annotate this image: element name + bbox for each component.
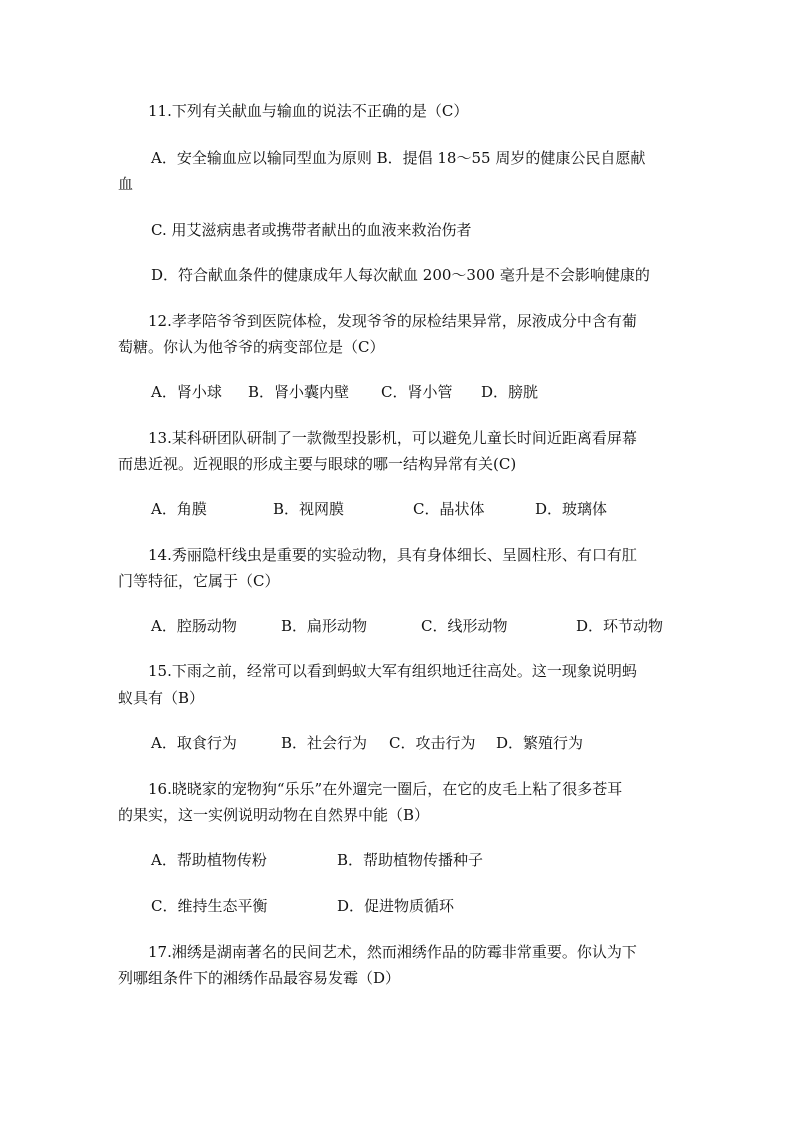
option-b: B．肾小囊内壁 bbox=[248, 383, 350, 401]
question-stem: 12.孝孝陪爷爷到医院体检，发现爷爷的尿检结果异常，尿液成分中含有葡 bbox=[148, 312, 637, 330]
option-d: D．膀胱 bbox=[481, 383, 539, 401]
option-b: B．帮助植物传播种子 bbox=[337, 851, 484, 869]
option-a: A．取食行为 bbox=[151, 734, 237, 752]
option-d: D．环节动物 bbox=[576, 617, 664, 635]
option-c: C．肾小管 bbox=[381, 383, 453, 401]
option-c: C．攻击行为 bbox=[389, 734, 476, 752]
question-stem: 17.湘绣是湖南著名的民间艺术，然而湘绣作品的防霉非常重要。你认为下 bbox=[148, 943, 637, 961]
question-stem: 15.下雨之前，经常可以看到蚂蚁大军有组织地迁往高处。这一现象说明蚂 bbox=[148, 662, 637, 680]
option-a: A．肾小球 bbox=[151, 383, 222, 401]
option-b: B．社会行为 bbox=[281, 734, 368, 752]
option-a: A．角膜 bbox=[151, 500, 207, 518]
option-d: D．促进物质循环 bbox=[337, 897, 455, 915]
option-a: A．腔肠动物 bbox=[151, 617, 237, 635]
option-c: C．线形动物 bbox=[421, 617, 508, 635]
question-stem: 11.下列有关献血与输血的说法不正确的是（C） bbox=[148, 102, 469, 120]
option-text: 血 bbox=[118, 175, 134, 193]
question-stem: 14.秀丽隐杆线虫是重要的实验动物，具有身体细长、呈圆柱形、有口有肛 bbox=[148, 546, 637, 564]
question-stem: 16.晓晓家的宠物狗“乐乐”在外遛完一圈后，在它的皮毛上粘了很多苍耳 bbox=[148, 780, 623, 798]
question-stem: 而患近视。近视眼的形成主要与眼球的哪一结构异常有关(C) bbox=[118, 455, 517, 473]
question-stem: 的果实，这一实例说明动物在自然界中能（B） bbox=[118, 806, 430, 824]
question-stem: 门等特征，它属于（C） bbox=[118, 572, 280, 590]
option-b: B．视网膜 bbox=[273, 500, 345, 518]
question-stem: 13.某科研团队研制了一款微型投影机，可以避免儿童长时间近距离看屏幕 bbox=[148, 429, 637, 447]
option-c: C．晶状体 bbox=[413, 500, 485, 518]
option-c: C．维持生态平衡 bbox=[151, 897, 268, 915]
question-stem: 萄糖。你认为他爷爷的病变部位是（C） bbox=[118, 338, 385, 356]
option-b: B．扁形动物 bbox=[281, 617, 368, 635]
question-stem: 蚁具有（B） bbox=[118, 689, 205, 707]
question-stem: 列哪组条件下的湘绣作品最容易发霉（D） bbox=[118, 969, 401, 987]
option-d: D．繁殖行为 bbox=[496, 734, 584, 752]
option-text: C. 用艾滋病患者或携带者献出的血液来救治伤者 bbox=[151, 221, 472, 239]
option-text: A．安全输血应以输同型血为原则 B．提倡 18～55 周岁的健康公民自愿献 bbox=[151, 149, 646, 167]
option-a: A．帮助植物传粉 bbox=[151, 851, 267, 869]
option-text: D．符合献血条件的健康成年人每次献血 200～300 毫升是不会影响健康的 bbox=[151, 266, 650, 284]
option-d: D．玻璃体 bbox=[535, 500, 608, 518]
